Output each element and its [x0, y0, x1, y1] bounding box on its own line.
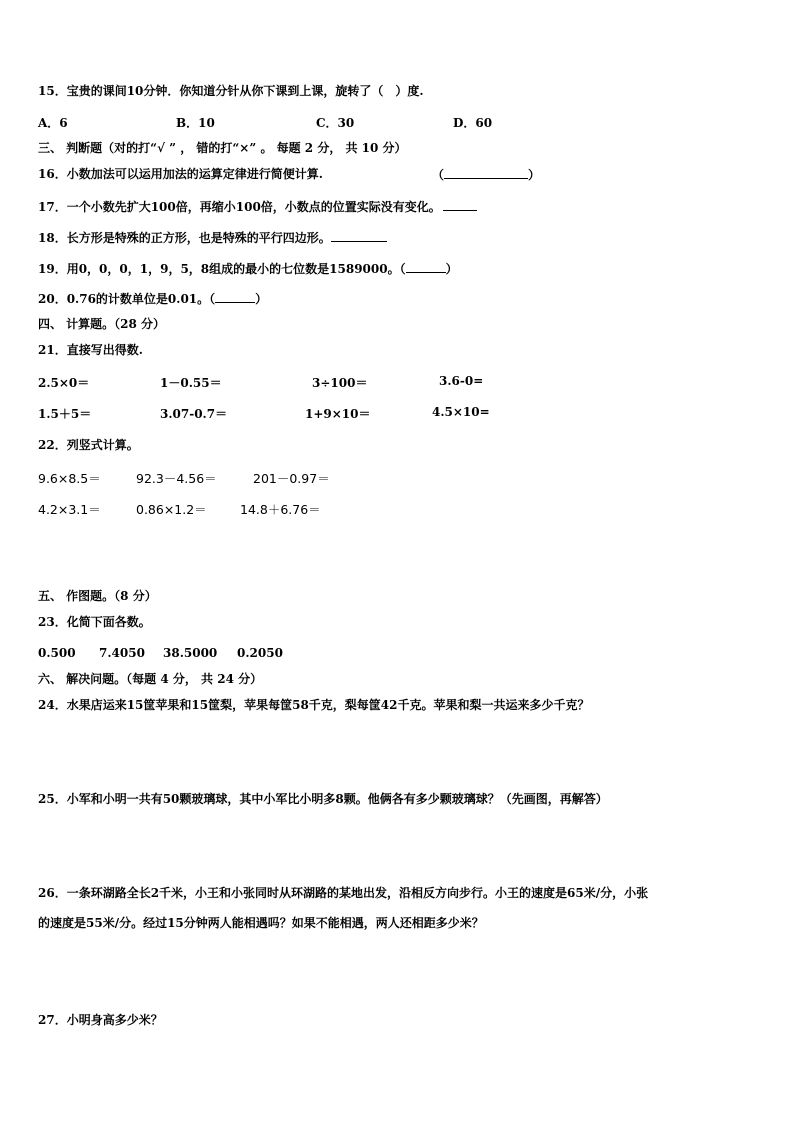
question-22: 22．列竖式计算。 [38, 438, 139, 452]
answer-blank-19 [406, 260, 446, 273]
section-5-title: 五、 作图题。（8 分） [38, 589, 157, 603]
question-17: 17．一个小数先扩大100倍，再缩小100倍，小数点的位置实际没有变化。 [38, 198, 477, 215]
vertical-calc-item: 0.86×1.2＝ [136, 502, 207, 517]
question-26-line-1: 26．一条环湖路全长2千米，小王和小张同时从环湖路的某地出发，沿相反方向步行。小王的速度是65米/分，小张 [38, 886, 649, 900]
question-24: 24．水果店运来15筐苹果和15筐梨，苹果每筐58千克，梨每筐42千克。苹果和梨一共运来多少千克？ [38, 698, 590, 712]
question-18: 18．长方形是特殊的正方形，也是特殊的平行四边形。 [38, 229, 387, 246]
vertical-calc-item: 4.2×3.1＝ [38, 502, 101, 517]
vertical-calc-item: 201－0.97＝ [253, 471, 330, 486]
calc-item: 1+9×10＝ [305, 407, 371, 421]
section-6-title: 六、 解决问题。（每题 4 分， 共 24 分） [38, 672, 263, 686]
calc-item: 4.5×10= [432, 405, 490, 419]
section-4-title: 四、 计算题。（28 分） [38, 317, 166, 331]
question-20: 20．0.76的计数单位是0.01。（ ） [38, 292, 268, 306]
question-21: 21．直接写出得数. [38, 343, 143, 357]
question-23: 23．化简下面各数。 [38, 615, 151, 629]
number-item: 0.500 [38, 646, 76, 660]
number-item: 7.4050 [99, 646, 145, 660]
option-b: B．10 [176, 116, 215, 130]
section-3-title: 三、 判断题（对的打“√ ” ， 错的打“×” 。 每题 2 分， 共 10 分） [38, 141, 407, 155]
calc-item: 3.6-0= [439, 374, 484, 388]
answer-blank-18 [331, 229, 387, 242]
vertical-calc-item: 9.6×8.5＝ [38, 471, 101, 486]
answer-blank-16: （ ） [432, 168, 541, 182]
question-27: 27．小明身高多少米？ [38, 1013, 163, 1027]
option-c: C．30 [316, 116, 355, 130]
calc-item: 1.5＋5＝ [38, 407, 92, 421]
option-d: D．60 [453, 116, 493, 130]
question-15: 15．宝贵的课间10分钟．你知道分针从你下课到上课，旋转了（ ）度. [38, 84, 424, 98]
calc-item: 1－0.55＝ [160, 376, 222, 390]
vertical-calc-item: 14.8＋6.76＝ [240, 502, 321, 517]
question-26-line-2: 的速度是55米/分。经过15分钟两人能相遇吗？如果不能相遇，两人还相距多少米？ [38, 916, 484, 930]
calc-item: 2.5×0＝ [38, 376, 90, 390]
number-item: 38.5000 [163, 646, 218, 660]
answer-blank-20 [215, 290, 255, 303]
option-a: A．6 [38, 116, 68, 130]
answer-blank-17 [443, 198, 477, 211]
calc-item: 3÷100＝ [312, 376, 368, 390]
number-item: 0.2050 [237, 646, 283, 660]
question-19: 19．用0，0，0，1，9，5，8组成的最小的七位数是1589000。（ ） [38, 262, 458, 276]
calc-item: 3.07-0.7＝ [160, 407, 228, 421]
question-16: 16．小数加法可以运用加法的运算定律进行简便计算. [38, 167, 323, 181]
vertical-calc-item: 92.3－4.56＝ [136, 471, 217, 486]
question-25: 25．小军和小明一共有50颗玻璃球，其中小军比小明多8颗。他俩各有多少颗玻璃球？（先画图，再解答） [38, 792, 608, 806]
